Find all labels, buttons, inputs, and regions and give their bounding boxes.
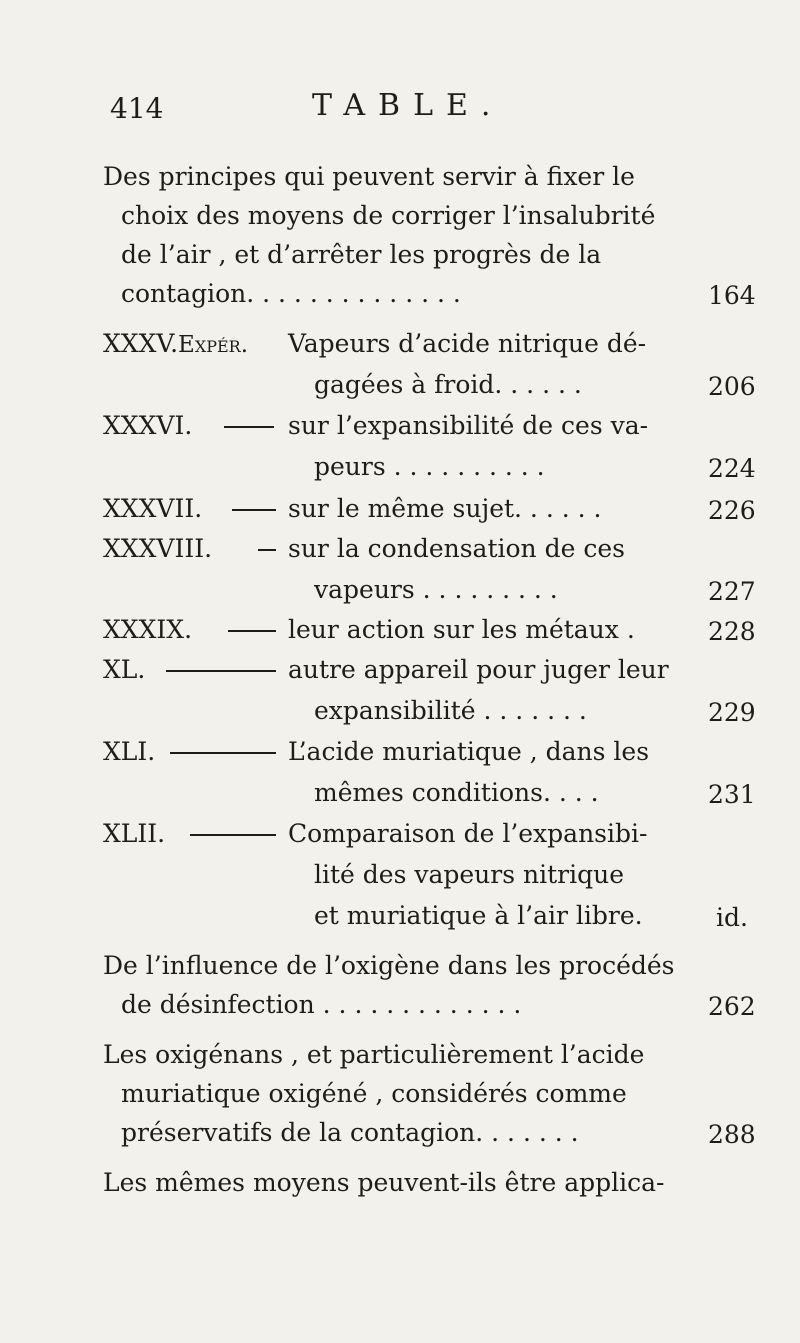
entry-41-line-2: mêmes conditions. . . . (314, 778, 599, 807)
entry-35-line-2: gagées à froid. . . . . . (314, 370, 582, 399)
entry-38-line-1: sur la condensation de ces (288, 534, 625, 563)
entry-42-line-1: Comparaison de l’expansibi- (288, 819, 648, 848)
entry-37-number: XXXVII. (103, 494, 203, 523)
entry-35-abbr: Expér. (178, 332, 249, 358)
ditto-dash (166, 670, 276, 672)
entry-40-line-1: autre appareil pour juger leur (288, 655, 669, 684)
entry-42-line-3: et muriatique à l’air libre. (314, 901, 643, 930)
entry-36-page-ref: 224 (708, 454, 756, 483)
entry-36-number: XXXVI. (103, 411, 193, 440)
para1-line-3: de l’air , et d’arrêter les progrès de la (121, 240, 602, 269)
para1-line-2: choix des moyens de corriger l’insalubrité (121, 201, 656, 230)
para3-line-3: préservatifs de la contagion. . . . . . . (121, 1118, 579, 1147)
entry-39-number: XXXIX. (103, 615, 193, 644)
entry-42-number: XLII. (103, 819, 166, 848)
entry-41-line-1: L’acide muriatique , dans les (288, 737, 650, 766)
para3-page-ref: 288 (708, 1120, 756, 1149)
entry-35-numeral: XXXV. (103, 329, 179, 358)
para3-line-2: muriatique oxigéné , considérés comme (121, 1079, 627, 1108)
entry-35-page-ref: 206 (708, 372, 756, 401)
entry-37-line-1: sur le même sujet. . . . . . (288, 494, 602, 523)
page-number: 414 (110, 92, 164, 125)
entry-40-line-2: expansibilité . . . . . . . (314, 696, 587, 725)
entry-38-number: XXXVIII. (103, 534, 213, 563)
ditto-dash (170, 752, 276, 754)
entry-35-number (103, 331, 248, 357)
entry-39-line-1: leur action sur les métaux . (288, 615, 635, 644)
entry-38-line-2: vapeurs . . . . . . . . . (314, 575, 558, 604)
para1-page-ref: 164 (708, 281, 756, 310)
para2-line-1: De l’influence de l’oxigène dans les procédés (103, 951, 675, 980)
ditto-dash (258, 549, 276, 551)
entry-42-page-ref: id. (716, 903, 748, 932)
entry-37-page-ref: 226 (708, 496, 756, 525)
entry-40-page-ref: 229 (708, 698, 756, 727)
ditto-dash (228, 630, 276, 632)
entry-42-line-2: lité des vapeurs nitrique (314, 860, 624, 889)
running-title: TABLE. (312, 88, 504, 123)
para1-line-4: contagion. . . . . . . . . . . . . . (121, 279, 461, 308)
entry-35-line-1: Vapeurs d’acide nitrique dé- (288, 329, 647, 358)
para3-line-1: Les oxigénans , et particulièrement l’acide (103, 1040, 645, 1069)
ditto-dash (224, 426, 274, 428)
entry-36-line-2: peurs . . . . . . . . . . (314, 452, 545, 481)
entry-39-page-ref: 228 (708, 617, 756, 646)
entry-36-line-1: sur l’expansibilité de ces va- (288, 411, 649, 440)
entry-38-page-ref: 227 (708, 577, 756, 606)
entry-41-page-ref: 231 (708, 780, 756, 809)
para2-page-ref: 262 (708, 992, 756, 1021)
para2-line-2: de désinfection . . . . . . . . . . . . . (121, 990, 522, 1019)
entry-41-number: XLI. (103, 737, 156, 766)
para4-line-1: Les mêmes moyens peuvent-ils être applica- (103, 1168, 665, 1197)
ditto-dash (232, 509, 276, 511)
ditto-dash (190, 834, 276, 836)
entry-40-number: XL. (103, 655, 146, 684)
para1-line-1: Des principes qui peuvent servir à fixer le (103, 162, 635, 191)
